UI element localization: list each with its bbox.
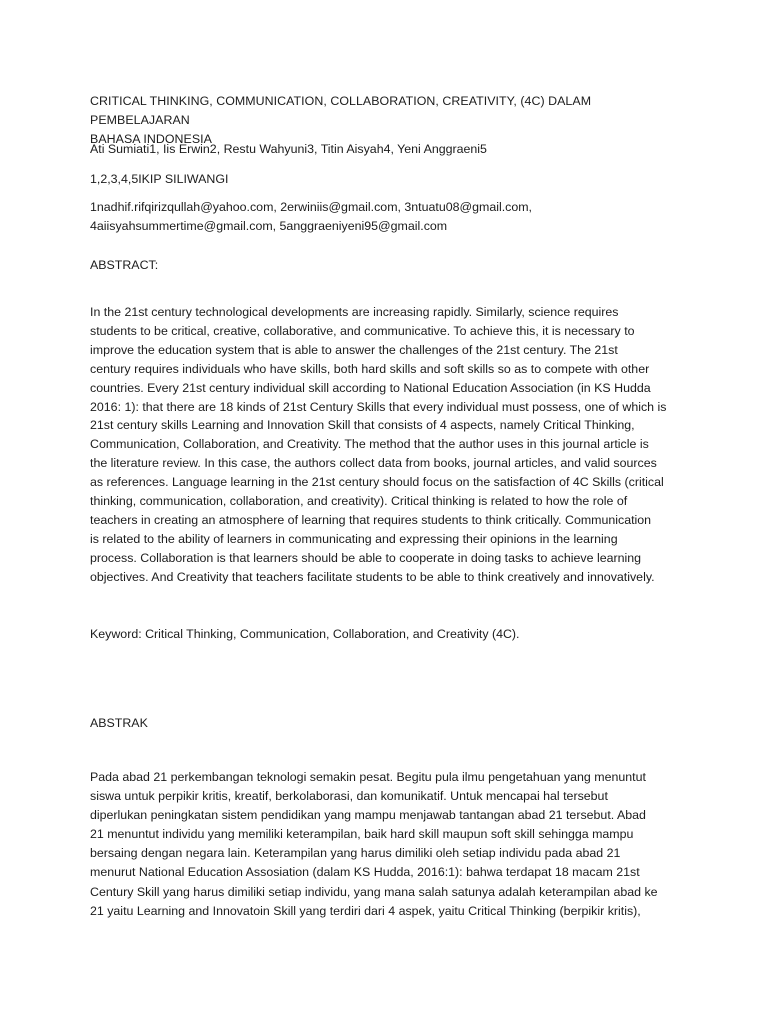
abstrak-line: siswa untuk perpikir kritis, kreatif, berkolaborasi, dan komunikatif. Untuk mencapai hal tersebut	[90, 789, 608, 804]
title-line: CRITICAL THINKING, COMMUNICATION, COLLABORATION, CREATIVITY, (4C) DALAM PEMBELAJARAN	[90, 94, 592, 127]
abstract-line: objectives. And Creativity that teachers facilitate students to be able to think creatively and innovatively.	[90, 569, 655, 584]
abstrak-line: 21 yaitu Learning and Innovatoin Skill yang terdiri dari 4 aspek, yaitu Critical Thinking (berpikir kritis),	[90, 903, 641, 918]
abstrak-body	[90, 768, 690, 921]
email-line: 4aiisyahsummertime@gmail.com, 5anggraeniyeni95@gmail.com	[90, 219, 448, 233]
abstract-line: 21st century skills Learning and Innovation Skill that consists of 4 aspects, namely Critical Thinking,	[90, 418, 635, 433]
abstract-line: countries. Every 21st century individual skill according to National Education Association (in KS Hudda	[90, 380, 651, 395]
abstrak-line: Century Skill yang harus dimiliki setiap individu, yang mana salah satunya adalah keterampilan abad ke	[90, 884, 658, 899]
email-block	[90, 198, 690, 236]
abstrak-line: bersaing dengan negara lain. Keterampilan yang harus dimiliki oleh setiap individu pada abad 21	[90, 846, 621, 861]
abstrak-line: Pada abad 21 perkembangan teknologi semakin pesat. Begitu pula ilmu pengetahuan yang menuntut	[90, 770, 646, 784]
abstract-heading: ABSTRACT:	[90, 258, 159, 272]
abstract-line: thinking, communication, collaboration, and creativity). Critical thinking is related to how the role of	[90, 494, 628, 509]
abstract-line: the literature review. In this case, the authors collect data from books, journal articles, and valid sources	[90, 456, 657, 471]
abstract-line: as references. Language learning in the 21st century should focus on the satisfaction of 4C Skills (critical	[90, 475, 664, 490]
abstract-line: 2016: 1): that there are 18 kinds of 21st Century Skills that every individual must possess, one of which is	[90, 399, 667, 414]
abstract-body	[90, 303, 690, 587]
abstrak-line: diperlukan peningkatan sistem pendidikan yang mampu menjawab tantangan abad 21 tersebut. Abad	[90, 808, 646, 823]
abstract-line: is related to the ability of learners in communicating and expressing their opinions in the learning	[90, 531, 618, 546]
abstract-line: students to be critical, creative, collaborative, and communicative. To achieve this, it is necessary to	[90, 323, 635, 338]
abstrak-heading: ABSTRAK	[90, 716, 148, 730]
abstract-line: century requires individuals who have skills, both hard skills and soft skills so as to compete with other	[90, 361, 650, 376]
email-line: 1nadhif.rifqirizqullah@yahoo.com, 2erwiniis@gmail.com, 3ntuatu08@gmail.com,	[90, 200, 533, 214]
affiliation: 1,2,3,4,5IKIP SILIWANGI	[90, 172, 229, 186]
abstrak-line: menurut National Education Assosiation (dalam KS Hudda, 2016:1): bahwa terdapat 18 macam 21st	[90, 865, 640, 880]
abstract-line: improve the education system that is able to answer the challenges of the 21st century. The 21st	[90, 342, 618, 357]
abstract-line: In the 21st century technological developments are increasing rapidly. Similarly, science requires	[90, 305, 619, 319]
abstract-line: Communication, Collaboration, and Creativity. The method that the author uses in this journal article is	[90, 437, 649, 452]
abstrak-line: 21 menuntut individu yang memiliki keterampilan, baik hard skill maupun soft skill sehingga mampu	[90, 827, 634, 842]
author-list: Ati Sumiati1, Iis Erwin2, Restu Wahyuni3, Titin Aisyah4, Yeni Anggraeni5	[90, 142, 487, 156]
abstract-line: teachers in creating an atmosphere of learning that requires students to think critically. Communication	[90, 512, 652, 527]
keyword-line: Keyword: Critical Thinking, Communication, Collaboration, and Creativity (4C).	[90, 627, 520, 641]
abstract-line: process. Collaboration is that learners should be able to cooperate in doing tasks to achieve learning	[90, 550, 642, 565]
title-line: BAHASA INDONESIA	[90, 132, 212, 146]
document-page	[90, 92, 690, 918]
